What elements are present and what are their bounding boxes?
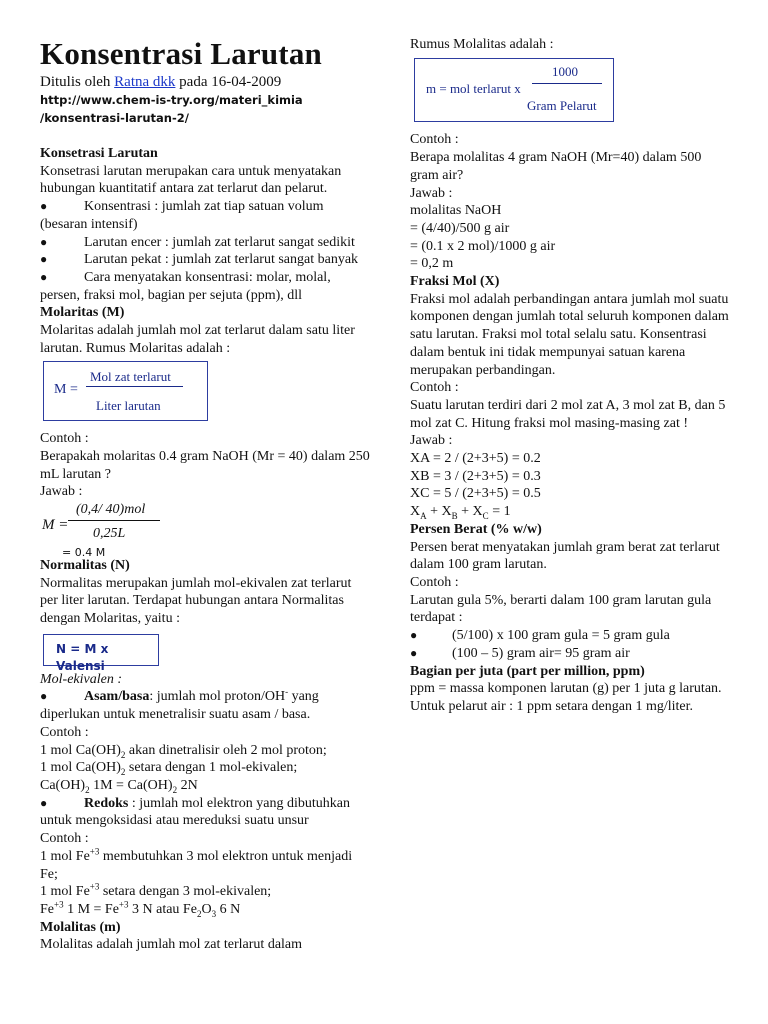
konsentrasi-text: Konsetrasi larutan merupakan cara untuk menyatakan hubungan kuantitatif antara zat terlarut dan pelarut.: [40, 163, 342, 197]
list-item: ● Konsentrasi : jumlah zat tiap satuan volum (besaran intensif): [40, 199, 324, 232]
bullet-icon: ●: [40, 689, 48, 704]
jawab-label: Jawab :: [40, 484, 83, 500]
calc-line: = (0.1 x 2 mol)/1000 g air: [410, 238, 556, 254]
molaritas-calc-formula: M = (0,4/ 40)mol 0,25L = 0.4 M: [40, 501, 370, 557]
list-item: ● Cara menyatakan konsentrasi: molar, molal, persen, fraksi mol, bagian per sejuta (ppm), dll: [40, 269, 331, 303]
list-item: ● Larutan encer : jumlah zat terlarut sangat sedikit: [40, 234, 355, 250]
left-column: [40, 36, 370, 954]
fraksi-heading: Fraksi Mol (X): [410, 274, 500, 290]
list-item: ● (5/100) x 100 gram gula = 5 gram gula: [410, 628, 670, 644]
molaritas-heading: Molaritas (M): [40, 305, 125, 321]
jawab-label: Jawab :: [410, 433, 453, 449]
byline: [40, 73, 370, 91]
bullet-icon: ●: [410, 645, 418, 660]
bullet-icon: ●: [40, 269, 48, 284]
byline-prefix: Ditulis oleh: [40, 74, 115, 90]
molalitas-formula: m = mol terlarut x 1000 Gram Pelarut: [414, 58, 614, 122]
bullet-icon: ●: [40, 795, 48, 810]
list-item: ● Redoks : jumlah mol elektron yang dibutuhkan untuk mengoksidasi atau mereduksi suatu unsur: [40, 795, 350, 829]
example-line: 1 mol $Fe^{+3}$ setara dengan 3 mol-ekivalen;: [40, 881, 272, 900]
example-line: $Ca(OH)_2$ $1M = Ca(OH)_2$ 2N: [40, 777, 198, 795]
example-line: 1 mol $Fe^{+3}$ membutuhkan 3 mol elektron untuk menjadi Fe;: [40, 846, 353, 882]
example-line: 1 mol $Ca(OH)_2$ akan dinetralisir oleh 2 mol proton;: [40, 742, 327, 760]
calc-line: = 0,2 m: [410, 256, 454, 272]
calc-line: XC = 5 / (2+3+5) = 0.5: [410, 486, 541, 502]
list-item: ● Larutan pekat : jumlah zat terlarut sangat banyak: [40, 252, 359, 268]
bullet-icon: ●: [40, 199, 48, 214]
molalitas-example: Berapa molalitas 4 gram NaOH (Mr=40) dalam 500 gram air?: [410, 150, 702, 183]
mol-ekivalen-label: Mol-ekivalen :: [40, 671, 123, 687]
persen-heading: Persen Berat (% w/w): [410, 521, 542, 537]
bullet-icon: ●: [410, 628, 418, 643]
normalitas-text: Normalitas merupakan jumlah mol-ekivalen zat terlarut per liter larutan. Terdapat hubungan antara Normalitas dengan Molaritas, yaitu :: [40, 575, 352, 627]
page-title: Konsentrasi Larutan: [40, 36, 322, 71]
example-line: 1 mol $Ca(OH)_2$ setara dengan 1 mol-ekivalen;: [40, 760, 298, 778]
list-item: ● Asam/basa: jumlah mol proton/OH- yang diperlukan untuk menetralisir suatu asam / basa.: [40, 686, 319, 723]
persen-example: Larutan gula 5%, berarti dalam 100 gram larutan gula terdapat :: [410, 592, 712, 626]
contoh-label: Contoh :: [40, 431, 89, 447]
jawab-label: Jawab :: [410, 185, 453, 201]
fraksi-text: Fraksi mol adalah perbandingan antara jumlah mol suatu komponen dengan jumlah total seluruh komponen dalam satu larutan. Fraksi mol total selalu satu. Konsentrasi dalam bentuk ini tidak mempunyai satuan karena merupakan perbandingan.: [410, 291, 729, 378]
contoh-label: Contoh :: [40, 724, 89, 740]
molalitas-text: Molalitas adalah jumlah mol zat terlarut dalam: [40, 937, 303, 953]
persen-text: Persen berat menyatakan jumlah gram berat zat terlarut dalam 100 gram larutan.: [410, 539, 720, 573]
contoh-label: Contoh :: [410, 574, 459, 590]
calc-line: XA = 2 / (2+3+5) = 0.2: [410, 451, 541, 467]
molaritas-example: Berapakah molaritas 0.4 gram NaOH (Mr = 40) dalam 250 mL larutan ?: [40, 448, 370, 482]
source-url-line1: http://www.chem-is-try.org/materi_kimia: [40, 93, 303, 107]
ppm-text: ppm = massa komponen larutan (g) per 1 juta g larutan. Untuk pelarut air : 1 ppm setara dengan 1 mg/liter.: [410, 681, 722, 714]
contoh-label: Contoh :: [410, 380, 459, 396]
byline-date: pada 16-04-2009: [175, 74, 282, 90]
example-line: $Fe^{+3}$ 1 $M = Fe^{+3}$ 3 N atau $Fe_2O_3$ 6 N: [40, 899, 241, 919]
fraksi-sum: $X_A + X_B + X_C = 1$: [410, 504, 511, 521]
rumus-molalitas-label: Rumus Molalitas adalah :: [410, 37, 554, 52]
list-item: ● (100 – 5) gram air= 95 gram air: [410, 645, 630, 661]
source-url-line2: /konsentrasi-larutan-2/: [40, 111, 189, 125]
molalitas-heading: Molalitas (m): [40, 919, 121, 935]
ppm-heading: Bagian per juta (part per million, ppm): [410, 663, 645, 679]
bullet-icon: ●: [40, 234, 48, 249]
normalitas-heading: Normalitas (N): [40, 557, 130, 573]
author-link[interactable]: Ratna dkk: [114, 74, 176, 90]
source-url: [40, 91, 370, 127]
molaritas-formula: M = Mol zat terlarut Liter larutan: [43, 361, 208, 421]
fraksi-example: Suatu larutan terdiri dari 2 mol zat A, 3 mol zat B, dan 5 mol zat C. Hitung fraksi mol masing-masing zat !: [410, 397, 726, 431]
contoh-label: Contoh :: [40, 831, 89, 847]
right-column: [410, 36, 732, 716]
bullet-icon: ●: [40, 252, 48, 267]
molaritas-text: Molaritas adalah jumlah mol zat terlarut dalam satu liter larutan. Rumus Molaritas adalah :: [40, 323, 355, 356]
contoh-label: Contoh :: [410, 132, 459, 148]
calc-line: = (4/40)/500 g air: [410, 220, 510, 236]
konsentrasi-heading: Konsetrasi Larutan: [40, 146, 158, 161]
calc-line: molalitas NaOH: [410, 203, 502, 219]
calc-line: XB = 3 / (2+3+5) = 0.3: [410, 468, 541, 484]
normalitas-formula: N = M x Valensi: [43, 634, 159, 666]
